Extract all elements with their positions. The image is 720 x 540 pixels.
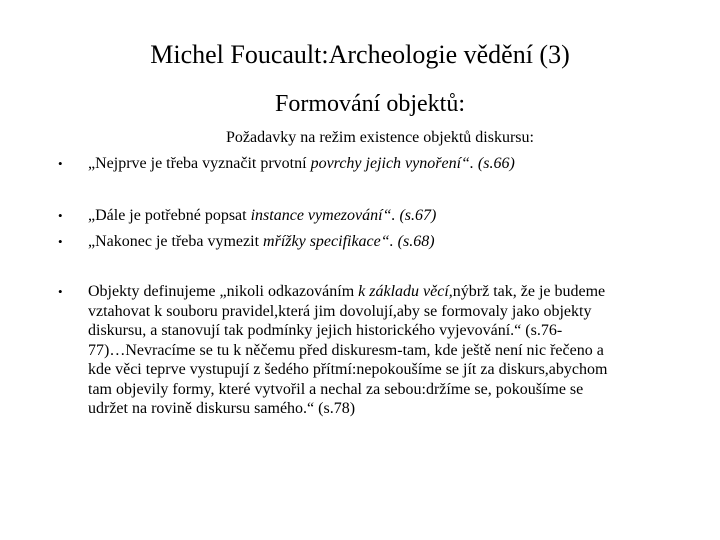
bullet-marker: • <box>58 284 63 299</box>
bullet-marker: • <box>58 156 63 171</box>
paragraph-line: diskursu, a stanovují tak podmínky jejich historického vyjevování.“ (s.76- <box>88 322 563 339</box>
paragraph-line: udržet na rovině diskursu samého.“ (s.78) <box>88 400 356 417</box>
bullet-text-italic: povrchy jejich vynoření <box>310 155 462 172</box>
bullet-text-suffix: “. (s.66) <box>461 155 515 172</box>
intro-text: Požadavky na režim existence objektů diskursu: <box>226 129 534 146</box>
bullet-marker: • <box>58 208 63 223</box>
slide-subtitle: Formování objektů: <box>275 91 465 117</box>
paragraph-line: kde věci teprve vystupují z šedého přítmí:nepokoušíme se jít za diskurs,abychom <box>88 361 608 378</box>
bullet-text-suffix: “. (s.67) <box>382 207 437 224</box>
bullet-paragraph <box>88 282 688 419</box>
bullet-marker: • <box>58 234 63 249</box>
bullet-text <box>88 232 435 252</box>
paragraph-line-suffix: nýbrž tak, že je budeme <box>452 283 606 300</box>
bullet-text <box>88 154 515 174</box>
bullet-text-italic: instance vymezování <box>250 207 383 224</box>
bullet-text-prefix: „Nejprve je třeba vyznačit prvotní <box>88 155 311 172</box>
paragraph-line-italic: k základu věcí, <box>358 283 453 300</box>
paragraph-line <box>88 282 688 302</box>
bullet-text-suffix: “. (s.68) <box>380 233 435 250</box>
bullet-text-prefix: „Dále je potřebné popsat <box>88 207 251 224</box>
paragraph-line: vztahovat k souboru pravidel,která jim dovolují,aby se formovaly jako objekty <box>88 302 592 320</box>
paragraph-line-prefix: Objekty definujeme „nikoli odkazováním <box>88 283 359 300</box>
paragraph-line: 77)…Nevracíme se tu k něčemu před diskuresm-tam, kde ještě není nic řečeno a <box>88 341 604 359</box>
bullet-text <box>88 206 436 226</box>
paragraph-line: tam objevily formy, které vytvořil a nechal za sebou:držíme se, pokoušíme se <box>88 380 584 398</box>
bullet-text-prefix: „Nakonec je třeba vymezit <box>88 233 264 250</box>
bullet-text-italic: mřížky specifikace <box>263 233 381 250</box>
slide-title: Michel Foucault:Archeologie vědění (3) <box>150 40 570 69</box>
